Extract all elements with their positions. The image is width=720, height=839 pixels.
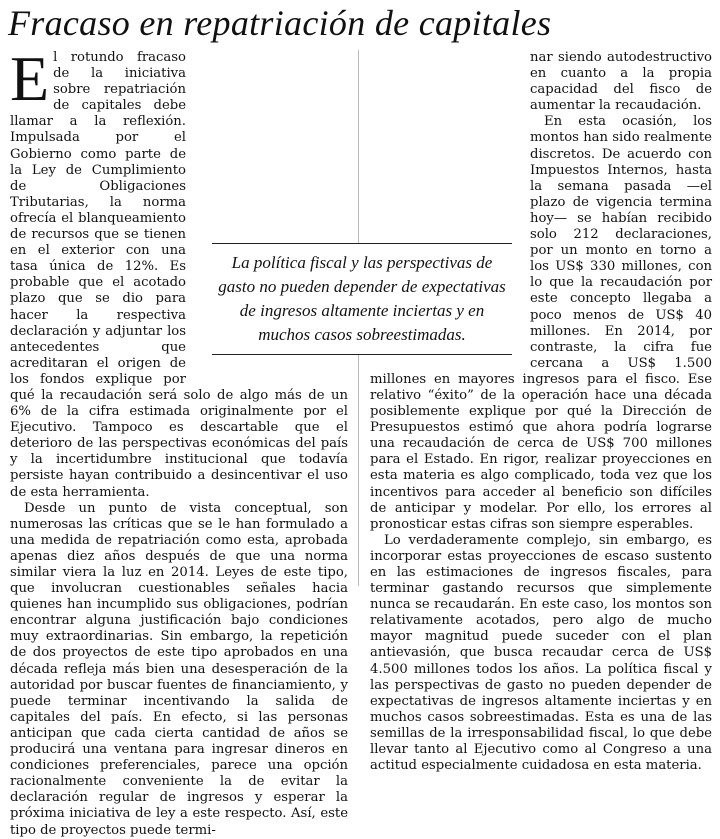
paragraph-text: l rotundo fracaso de la iniciativa sobre repatriación de capitales debe llamar a la reflexión. Impulsada por el Gobierno como parte de la Ley de Cumplimiento de Obligaciones Tributarias, la norma ofrecía el blanqueamiento de recursos que se tienen en el exterior con una tasa única de 12%. Es probable que el acotado plazo que se dio para hacer la respectiva declaración y adjuntar los antecedentes que acreditaran el origen de los fondos explique por qué la recaudación será solo de algo más de un 6% de la cifra estimada originalmente por el Ejecutivo. Tampoco es descartable que el deterioro de las perspectivas económicas del país y la incertidumbre institucional que todavía persiste hayan contribuido a desincentivar el uso de esta herramienta.: [10, 50, 348, 500]
article-paragraph: Desde un punto de vista conceptual, son numerosas las críticas que se le han formulado a una medida de repatriación como esta, aprobada apenas diez años después de que una norma similar viera la luz en 2014. Leyes de este tipo, que involucran cuestionables señales hacia quienes han incumplido sus obligaciones, podrían encontrar alguna justificación bajo condiciones muy extraordinarias. Sin embargo, la repetición de dos proyectos de este tipo aprobados en una década refleja más bien una desesperación de la autoridad por buscar fuentes de financiamiento, y puede terminar incentivando la salida de capitales del país. En efecto, si las personas anticipan que cada cierta cantidad de años se producirá una ventana para ingresar dineros en condiciones preferenciales, parece una opción racionalmente conveniente la de evitar la declaración regular de ingresos y esperar la próxima iniciativa de ley a este respecto. Así, este tipo de proyectos puede termi-: [10, 500, 348, 838]
article-paragraph: En esta ocasión, los montos han sido realmente discretos. De acuerdo con Impuestos Internos, hasta la semana pasada —el plazo de vigencia termina hoy— se habían recibido solo 212 declaraciones, por un monto en torno a los US$ 330 millones, con lo que la recaudación por este concepto llegaba a poco menos de US$ 40 millones. En 2014, por contraste, la cifra fue cercana a US$ 1.500 millones en mayores ingresos para el fisco. Ese relativo “éxito” de la operación hace una década posiblemente explique por qué la Dirección de Presupuestos estimó que ahora podría lograrse una recaudación de cerca de US$ 700 millones para el Estado. En rigor, realizar proyecciones en esta materia es algo complicado, toda vez que los incentivos para acceder al beneficio son difíciles de anticipar y modelar. Por ello, los errores al pronosticar estas cifras son siempre esperables.: [370, 114, 712, 532]
article-paragraph: Lo verdaderamente complejo, sin embargo, es incorporar estas proyecciones de escaso sustento en las estimaciones de ingresos fiscales, para terminar gastando recursos que simplemente nunca se recaudarán. En este caso, los montos son relativamente acotados, pero algo de mucho mayor magnitud puede suceder con el plan antievasión, que busca recaudar cerca de US$ 4.500 millones todos los años. La política fiscal y las perspectivas de gasto no pueden depender de expectativas de ingresos altamente inciertas y en muchos casos sobreestimadas. Esta es una de las semillas de la irresponsabilidad fiscal, lo que debe llevar tanto al Ejecutivo como al Congreso a una actitud especialmente cuidadosa en esta materia.: [370, 532, 712, 774]
article-title: Fracaso en repatriación de capitales: [8, 3, 552, 43]
pull-quote-text: La política fiscal y las perspectivas de gasto no pueden depender de expectativas de ingresos altamente inciertas y en muchos casos sobreestimadas.: [218, 253, 506, 344]
pull-quote: [212, 243, 512, 355]
article-paragraph: nar siendo autodestructivo en cuanto a la propia capacidad del fisco de aumentar la recaudación.: [530, 50, 712, 114]
drop-cap: E: [10, 43, 50, 114]
